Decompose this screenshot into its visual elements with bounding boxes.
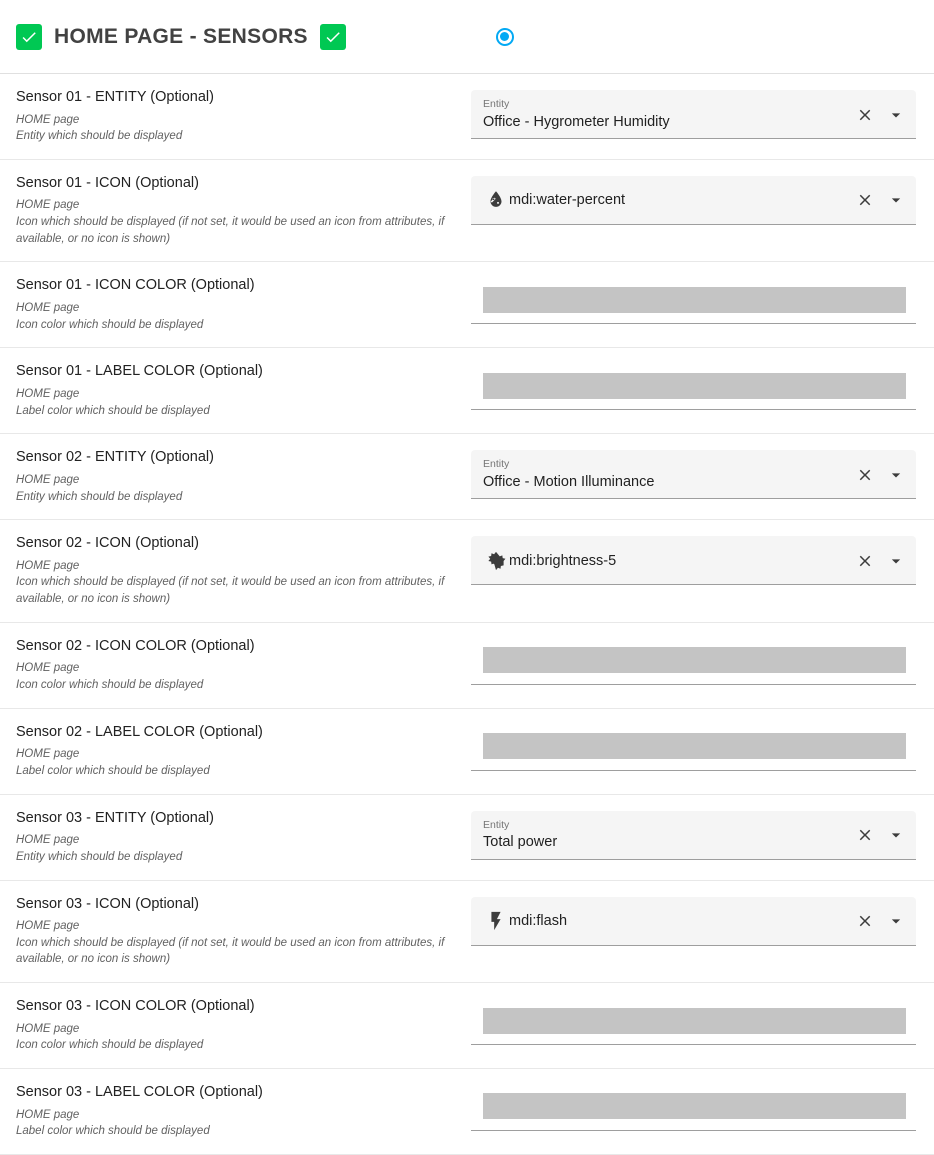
row-description: [16, 1083, 471, 1140]
field-label: Entity: [483, 818, 510, 831]
close-icon[interactable]: [856, 466, 874, 484]
row-description: [16, 895, 471, 969]
row-title: Sensor 02 - ICON COLOR (Optional): [16, 637, 255, 654]
field-actions: [846, 551, 906, 571]
row-subtitle-help: Entity which should be displayed: [16, 490, 183, 503]
row-title: Sensor 02 - ENTITY (Optional): [16, 449, 214, 466]
row-description: [16, 362, 471, 419]
check-icon: [324, 28, 342, 46]
settings-row: [0, 881, 934, 984]
color-swatch[interactable]: [483, 287, 906, 313]
row-control: [471, 448, 918, 499]
row-control: [471, 809, 918, 860]
header-radio-button[interactable]: [496, 28, 514, 46]
settings-row: [0, 1069, 934, 1155]
settings-row: [0, 160, 934, 263]
row-title: Sensor 02 - LABEL COLOR (Optional): [16, 723, 263, 740]
settings-row: [0, 348, 934, 434]
row-description: [16, 534, 471, 608]
chevron-down-icon[interactable]: [886, 465, 906, 485]
row-control: [471, 723, 918, 771]
field-body: [483, 98, 846, 131]
row-subtitle-help: Icon color which should be displayed: [16, 318, 204, 331]
row-subtitle-page: HOME page: [16, 748, 80, 761]
field-label: Entity: [483, 98, 510, 111]
row-subtitle-help: Icon color which should be displayed: [16, 1039, 204, 1052]
row-subtitle-help: Icon which should be displayed (if not set, it would be used an icon from attributes, if available, or no icon is shown): [16, 936, 445, 966]
row-subtitle-help: Label color which should be displayed: [16, 764, 210, 777]
chevron-down-icon[interactable]: [886, 190, 906, 210]
row-subtitle-page: HOME page: [16, 559, 80, 572]
color-input[interactable]: [471, 639, 916, 685]
icon-picker[interactable]: [471, 176, 916, 225]
water-percent-icon: [483, 189, 509, 211]
close-icon[interactable]: [856, 826, 874, 844]
settings-row: [0, 983, 934, 1069]
row-subtitle-help: Icon color which should be displayed: [16, 679, 204, 692]
row-title: Sensor 03 - ENTITY (Optional): [16, 809, 214, 826]
row-subtitle-page: HOME page: [16, 199, 80, 212]
row-description: [16, 723, 471, 780]
row-subtitle-page: HOME page: [16, 662, 80, 675]
field-body: [483, 458, 846, 491]
row-description: [16, 997, 471, 1054]
row-title: Sensor 02 - ICON (Optional): [16, 535, 199, 552]
flash-icon: [483, 910, 509, 932]
row-description: [16, 88, 471, 145]
field-label: Entity: [483, 458, 510, 471]
row-control: [471, 637, 918, 685]
icon-picker[interactable]: [471, 536, 916, 585]
color-swatch[interactable]: [483, 373, 906, 399]
settings-row: [0, 434, 934, 520]
entity-picker[interactable]: [471, 90, 916, 139]
field-actions: [846, 105, 906, 125]
field-body: [483, 819, 846, 852]
icon-value[interactable]: mdi:brightness-5: [509, 552, 617, 569]
field-actions: [846, 825, 906, 845]
color-input[interactable]: [471, 364, 916, 410]
chevron-down-icon[interactable]: [886, 551, 906, 571]
icon-value[interactable]: mdi:flash: [509, 912, 568, 929]
row-description: [16, 276, 471, 333]
close-icon[interactable]: [856, 552, 874, 570]
row-subtitle-page: HOME page: [16, 473, 80, 486]
row-subtitle-page: HOME page: [16, 113, 80, 126]
row-description: [16, 174, 471, 248]
row-subtitle-page: HOME page: [16, 1108, 80, 1121]
field-body: [509, 191, 846, 209]
color-swatch[interactable]: [483, 1093, 906, 1119]
row-subtitle-page: HOME page: [16, 1022, 80, 1035]
row-description: [16, 448, 471, 505]
row-subtitle-help: Icon which should be displayed (if not set, it would be used an icon from attributes, if available, or no icon is shown): [16, 576, 445, 606]
row-subtitle-help: Label color which should be displayed: [16, 404, 210, 417]
entity-picker[interactable]: [471, 811, 916, 860]
settings-row: [0, 623, 934, 709]
row-subtitle-help: Entity which should be displayed: [16, 850, 183, 863]
close-icon[interactable]: [856, 912, 874, 930]
row-title: Sensor 03 - ICON COLOR (Optional): [16, 998, 255, 1015]
settings-row: [0, 795, 934, 881]
entity-value[interactable]: Office - Motion Illuminance: [483, 474, 655, 491]
color-swatch[interactable]: [483, 647, 906, 673]
row-title: Sensor 03 - ICON (Optional): [16, 895, 199, 912]
row-subtitle-help: Label color which should be displayed: [16, 1125, 210, 1138]
row-title: Sensor 01 - ICON COLOR (Optional): [16, 277, 255, 294]
color-input[interactable]: [471, 725, 916, 771]
row-subtitle-page: HOME page: [16, 920, 80, 933]
row-control: [471, 895, 918, 946]
field-actions: [846, 465, 906, 485]
icon-value[interactable]: mdi:water-percent: [509, 192, 626, 209]
entity-value[interactable]: Office - Hygrometer Humidity: [483, 113, 670, 130]
field-actions: [846, 911, 906, 931]
row-description: [16, 637, 471, 694]
row-title: Sensor 01 - ICON (Optional): [16, 174, 199, 191]
icon-picker[interactable]: [471, 897, 916, 946]
chevron-down-icon[interactable]: [886, 911, 906, 931]
color-input[interactable]: [471, 1085, 916, 1131]
brightness-5-icon: [483, 550, 509, 572]
row-control: [471, 276, 918, 324]
row-title: Sensor 01 - LABEL COLOR (Optional): [16, 363, 263, 380]
color-swatch[interactable]: [483, 733, 906, 759]
settings-row: [0, 520, 934, 623]
row-subtitle-page: HOME page: [16, 387, 80, 400]
row-control: [471, 997, 918, 1045]
row-control: [471, 174, 918, 225]
row-control: [471, 534, 918, 585]
entity-value[interactable]: Total power: [483, 834, 558, 851]
radio-selected-icon: [500, 32, 509, 41]
row-control: [471, 362, 918, 410]
header-checkbox-right[interactable]: [320, 24, 346, 50]
color-input[interactable]: [471, 999, 916, 1045]
check-icon: [20, 28, 38, 46]
page-title: HOME PAGE - SENSORS: [54, 24, 308, 48]
settings-row: [0, 74, 934, 160]
row-subtitle-help: Entity which should be displayed: [16, 130, 183, 143]
color-swatch[interactable]: [483, 1008, 906, 1034]
entity-picker[interactable]: [471, 450, 916, 499]
close-icon[interactable]: [856, 191, 874, 209]
row-control: [471, 88, 918, 139]
field-body: [509, 912, 846, 930]
field-body: [509, 552, 846, 570]
chevron-down-icon[interactable]: [886, 825, 906, 845]
row-subtitle-page: HOME page: [16, 302, 80, 315]
header-checkbox-left[interactable]: [16, 24, 42, 50]
close-icon[interactable]: [856, 106, 874, 124]
row-description: [16, 809, 471, 866]
field-actions: [846, 190, 906, 210]
row-subtitle-help: Icon which should be displayed (if not set, it would be used an icon from attributes, if available, or no icon is shown): [16, 216, 445, 245]
section-header: [0, 0, 934, 74]
settings-list: [0, 74, 934, 1155]
row-title: Sensor 01 - ENTITY (Optional): [16, 89, 214, 105]
chevron-down-icon[interactable]: [886, 105, 906, 125]
settings-row: [0, 709, 934, 795]
row-control: [471, 1083, 918, 1131]
color-input[interactable]: [471, 278, 916, 324]
row-subtitle-page: HOME page: [16, 834, 80, 847]
settings-row: [0, 262, 934, 348]
row-title: Sensor 03 - LABEL COLOR (Optional): [16, 1083, 263, 1100]
